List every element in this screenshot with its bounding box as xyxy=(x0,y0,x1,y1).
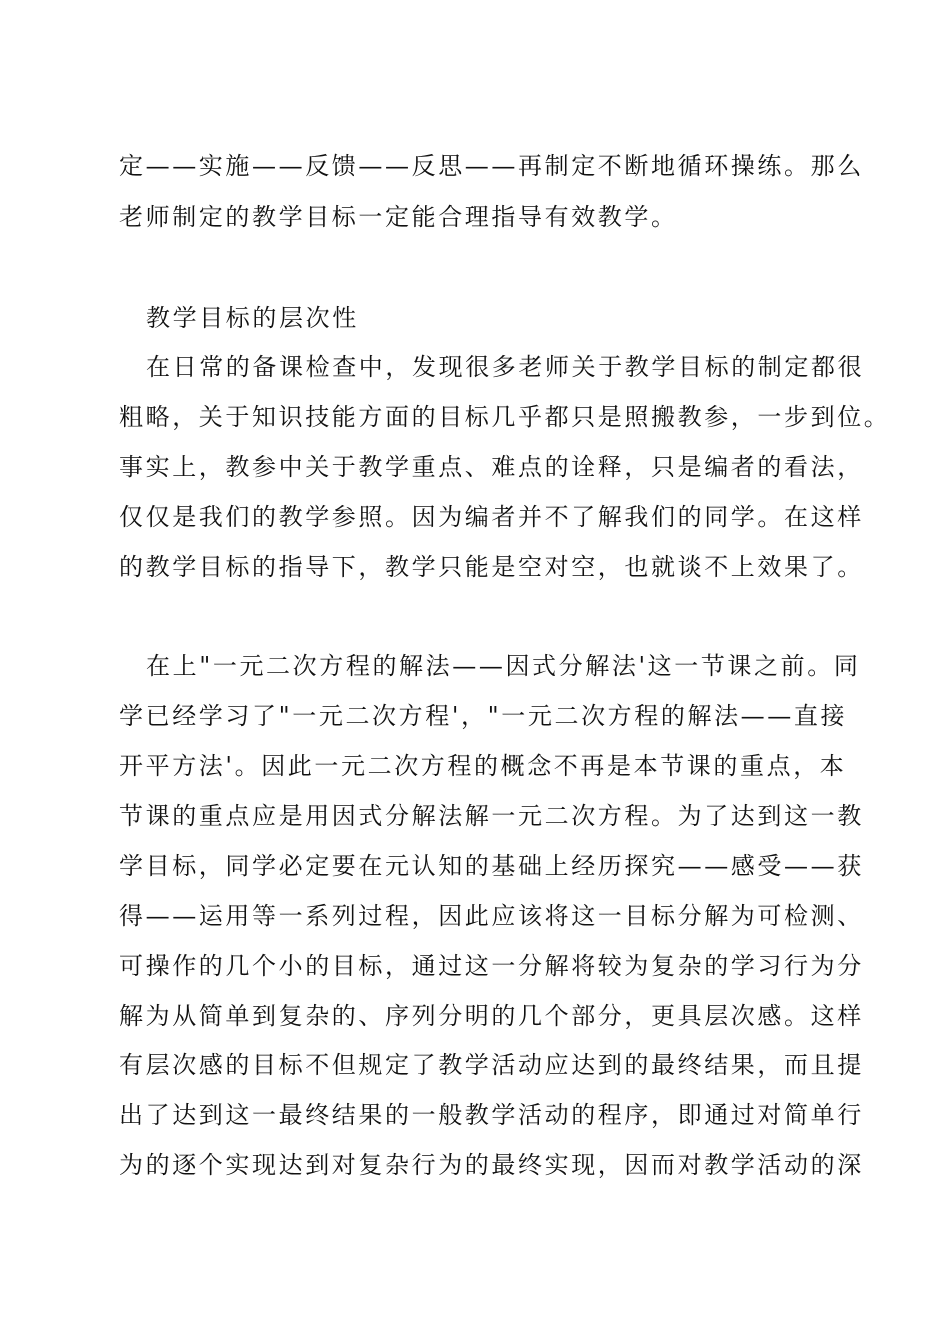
paragraph-line: 为的逐个实现达到对复杂行为的最终实现，因而对教学活动的深 xyxy=(119,1151,864,1179)
paragraph-line: 在上"一元二次方程的解法——因式分解法'这一节课之前。同 xyxy=(146,652,861,680)
paragraph-line: 节课的重点应是用因式分解法解一元二次方程。为了达到这一教 xyxy=(119,802,864,830)
paragraph-line: 解为从简单到复杂的、序列分明的几个部分，更具层次感。这样 xyxy=(119,1002,864,1030)
paragraph-line: 学已经学习了"一元二次方程'，"一元二次方程的解法——直接 xyxy=(119,702,848,730)
paragraph-line: 仅仅是我们的教学参照。因为编者并不了解我们的同学。在这样 xyxy=(119,503,864,531)
paragraph-line: 有层次感的目标不但规定了教学活动应达到的最终结果，而且提 xyxy=(119,1051,864,1079)
paragraph-line: 得——运用等一系列过程，因此应该将这一目标分解为可检测、 xyxy=(119,902,864,930)
paragraph-line: 可操作的几个小的目标，通过这一分解将较为复杂的学习行为分 xyxy=(119,952,864,980)
paragraph-line: 定——实施——反馈——反思——再制定不断地循环操练。那么 xyxy=(119,152,864,180)
paragraph-line: 出了达到这一最终结果的一般教学活动的程序，即通过对简单行 xyxy=(119,1101,864,1129)
paragraph-line: 的教学目标的指导下，教学只能是空对空，也就谈不上效果了。 xyxy=(119,553,864,581)
section-heading: 教学目标的层次性 xyxy=(146,304,359,332)
paragraph-line: 开平方法'。因此一元二次方程的概念不再是本节课的重点，本 xyxy=(119,752,847,780)
paragraph-line: 老师制定的教学目标一定能合理指导有效教学。 xyxy=(119,203,678,231)
paragraph-line: 在日常的备课检查中，发现很多老师关于教学目标的制定都很 xyxy=(146,353,865,381)
paragraph-line: 粗略，关于知识技能方面的目标几乎都只是照搬教参，一步到位。 xyxy=(119,403,891,431)
paragraph-line: 事实上，教参中关于教学重点、难点的诠释，只是编者的看法， xyxy=(119,453,864,481)
paragraph-line: 学目标，同学必定要在元认知的基础上经历探究——感受——获 xyxy=(119,852,864,880)
